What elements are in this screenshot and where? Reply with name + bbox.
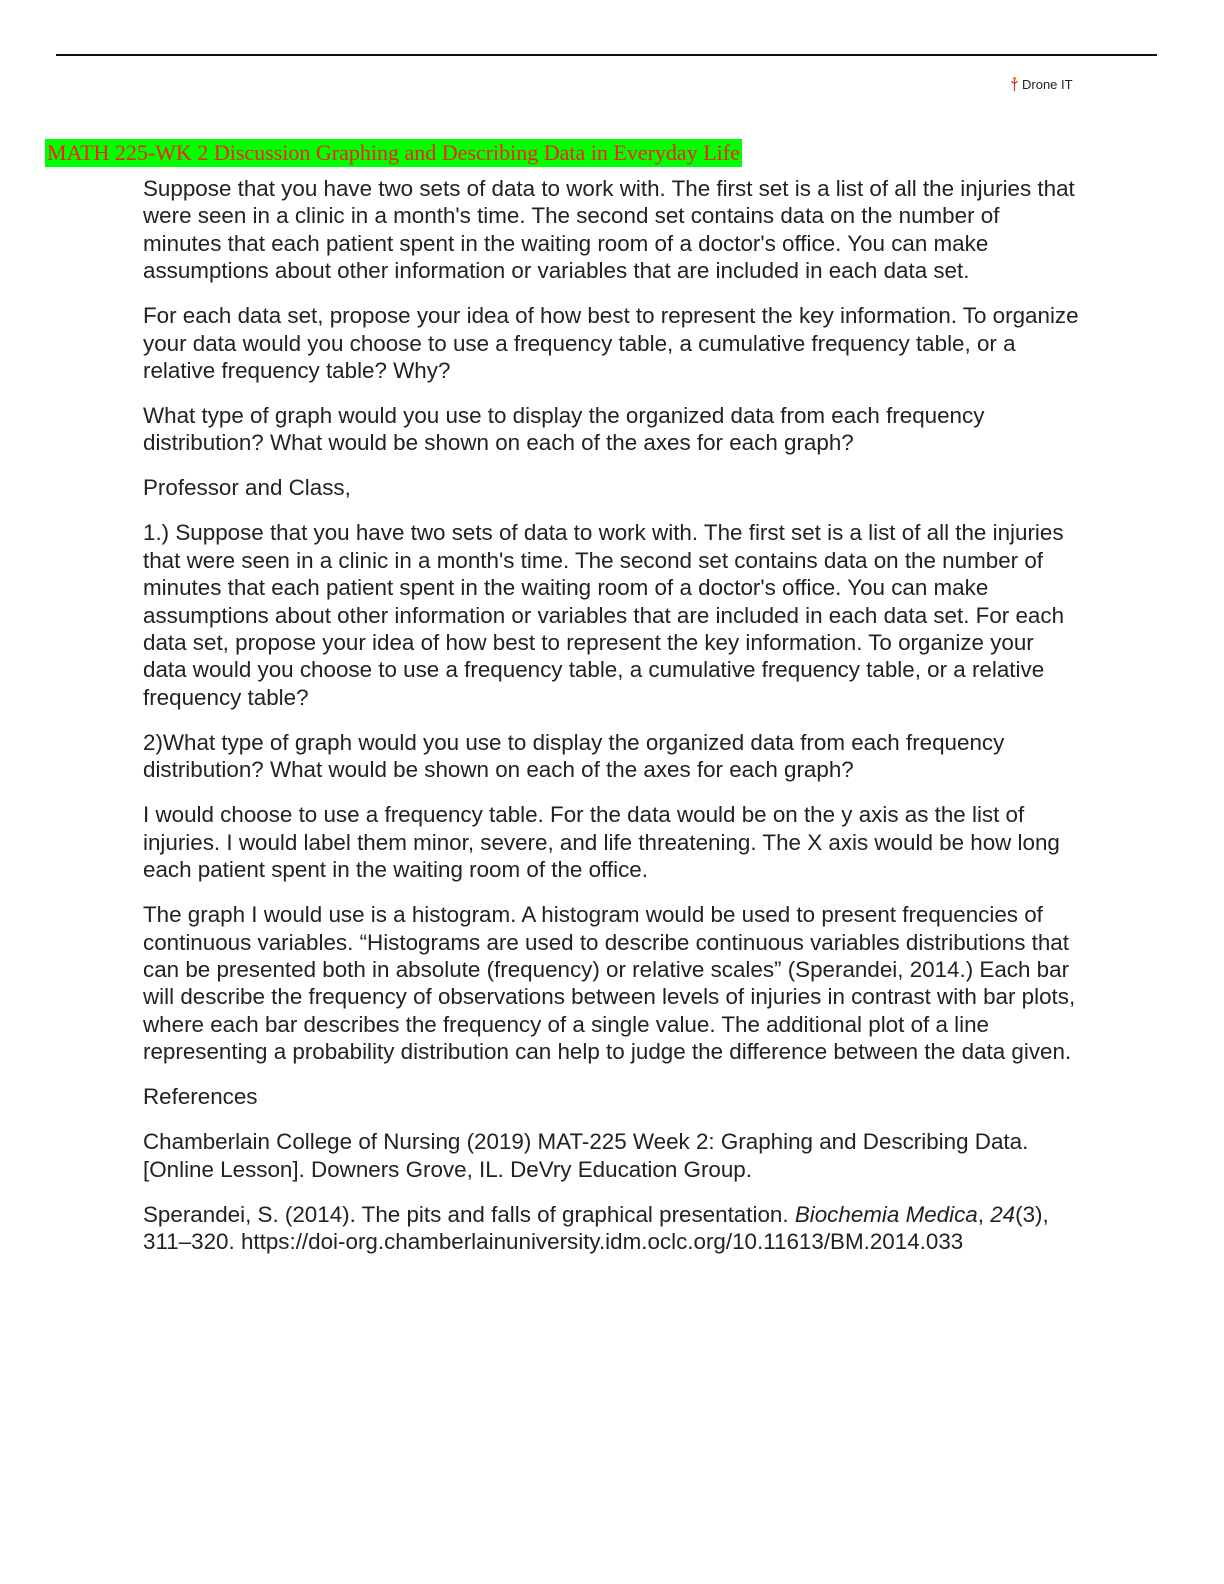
prompt-paragraph-1: Suppose that you have two sets of data to work with. The first set is a list of all the injuries that were seen in a clinic in a month's time. The second set contains data on the number of minutes that each patient spent in the waiting room of a doctor's office. You can make assumptions about other information or variables that are included in each data set.	[143, 176, 1075, 284]
drone-it-logo-icon	[1010, 76, 1019, 92]
reference-2-tail: (3), 311–320. https://doi-org.chamberlainuniversity.idm.oclc.org/10.11613/BM.2014.033	[143, 1201, 1049, 1254]
brand-header	[1010, 72, 1073, 92]
header-rule	[56, 54, 1157, 56]
reference-2	[143, 1201, 1083, 1256]
document-body	[143, 175, 1083, 1273]
question-1: 1.) Suppose that you have two sets of data to work with. The first set is a list of all the injuries that were seen in a clinic in a month's time. The second set contains data on the number of minutes that each patient spent in the waiting room of a doctor's office. You can make assumptions about other information or variables that are included in each data set. For each data set, propose your idea of how best to represent the key information. To organize your data would you choose to use a frequency table, a cumulative frequency table, or a relative frequency table?	[143, 520, 1065, 710]
reference-2-volume: 24	[990, 1201, 1016, 1227]
reference-2-journal: Biochemia Medica	[794, 1201, 978, 1227]
document-title: MATH 225-WK 2 Discussion Graphing and Describing Data in Everyday Life	[47, 140, 740, 165]
prompt-paragraph-2: For each data set, propose your idea of how best to represent the key information. To organize your data would you choose to use a frequency table, a cumulative frequency table, or a relative frequency table? Why?	[143, 303, 1079, 384]
question-2: 2)What type of graph would you use to display the organized data from each frequency distribution? What would be shown on each of the axes for each graph?	[143, 729, 1005, 783]
greeting: Professor and Class,	[143, 475, 351, 501]
reference-1: Chamberlain College of Nursing (2019) MAT-225 Week 2: Graphing and Describing Data. [Online Lesson]. Downers Grove, IL. DeVry Education Group.	[143, 1129, 1029, 1182]
answer-2: The graph I would use is a histogram. A histogram would be used to present frequencies of continuous variables. “Histograms are used to describe continuous variables distributions that can be presented both in absolute (frequency) or relative scales” (Sperandei, 2014.) Each bar will describe the frequency of observations between levels of injuries in contrast with bar plots, where each bar describes the frequency of a single value. The additional plot of a line representing a probability distribution can help to judge the difference between the data given.	[143, 902, 1076, 1065]
prompt-paragraph-3: What type of graph would you use to display the organized data from each frequency distribution? What would be shown on each of the axes for each graph?	[143, 403, 985, 456]
brand-text: Drone IT	[1022, 77, 1073, 92]
answer-1: I would choose to use a frequency table. For the data would be on the y axis as the list of injuries. I would label them minor, severe, and life threatening. The X axis would be how long each patient spent in the waiting room of the office.	[143, 802, 1060, 883]
reference-2-sep: ,	[977, 1201, 991, 1227]
reference-2-lead: Sperandei, S. (2014). The pits and falls of graphical presentation.	[143, 1201, 795, 1227]
references-heading: References	[143, 1084, 258, 1110]
